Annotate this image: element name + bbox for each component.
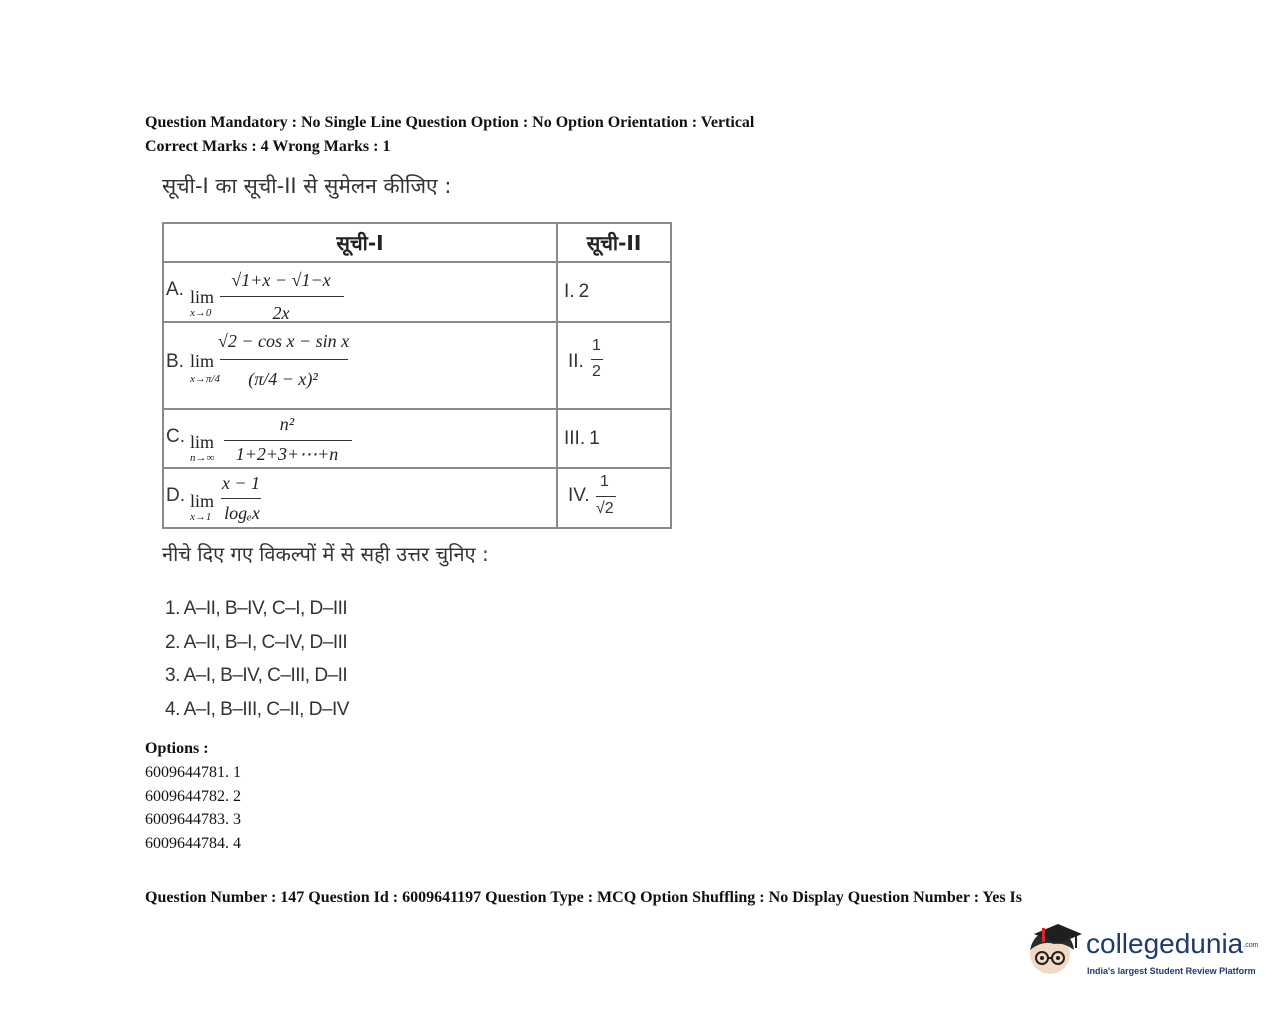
options-heading: Options :	[145, 740, 209, 757]
option-item: 6009644784. 4	[145, 835, 241, 852]
denominator: 1+2+3+⋯+n	[235, 444, 339, 464]
logo-wordmark	[1086, 928, 1258, 960]
lim-text: lim	[190, 287, 215, 307]
fraction-bar	[220, 359, 348, 360]
mascot-graduation-cap-icon	[1024, 920, 1084, 980]
choice-item: 3. A–I, B–IV, C–III, D–II	[165, 665, 348, 686]
question-meta-line2: Correct Marks : 4 Wrong Marks : 1	[145, 138, 391, 155]
denominator: 2x	[272, 303, 290, 323]
table-row	[163, 262, 671, 322]
question-instruction: सूची-I का सूची-II से सुमेलन कीजिए :	[162, 174, 452, 198]
numerator: √2 − cos x − sin x	[218, 331, 350, 351]
fraction-bar	[221, 498, 261, 499]
table-row	[163, 468, 671, 528]
col1-header: सूची-I	[163, 223, 557, 262]
choose-prompt: नीचे दिए गए विकल्पों में से सही उत्तर चुनिए :	[162, 542, 489, 566]
logo-suffix: .com	[1243, 942, 1259, 950]
row-label: C.	[166, 426, 185, 447]
numerator: n²	[279, 414, 295, 434]
fraction-bar	[596, 496, 616, 497]
question-footer: Question Number : 147 Question Id : 6009641197 Question Type : MCQ Option Shuffling : No Display Question Number : Yes Is	[145, 889, 1022, 906]
fraction-bar	[591, 359, 603, 360]
match-label: IV.	[568, 485, 590, 506]
table-row	[163, 409, 671, 468]
logo-name: collegedunia	[1086, 928, 1244, 959]
match-numerator: 1	[600, 473, 609, 490]
lim-subscript: x→0	[190, 307, 212, 319]
match-label: III.	[564, 427, 586, 449]
option-item: 6009644783. 3	[145, 811, 241, 828]
row-label: A.	[166, 279, 184, 300]
denominator: (π/4 − x)²	[248, 369, 318, 389]
logo-tagline: India's largest Student Review Platform	[1087, 966, 1256, 976]
option-item: 6009644781. 1	[145, 764, 241, 781]
fraction-bar	[220, 296, 344, 297]
fraction-bar	[224, 440, 352, 441]
match-value: 1	[589, 427, 600, 449]
row-label: B.	[166, 351, 184, 372]
match-denominator: 2	[592, 363, 601, 380]
choice-item: 4. A–I, B–III, C–II, D–IV	[165, 699, 349, 720]
question-meta-line1: Question Mandatory : No Single Line Question Option : No Option Orientation : Vertical	[145, 114, 755, 131]
lim-text: lim	[190, 351, 215, 371]
col2-header: सूची-II	[557, 223, 671, 262]
table-row	[163, 322, 671, 409]
match-table	[162, 222, 672, 529]
row-label: D.	[166, 485, 185, 506]
match-numerator: 1	[592, 337, 601, 354]
match-denominator: √2	[596, 500, 614, 517]
match-label: I.	[564, 281, 575, 302]
numerator: √1+x − √1−x	[231, 270, 331, 290]
match-value: 2	[578, 281, 590, 302]
option-item: 6009644782. 2	[145, 788, 241, 805]
denominator: logₑx	[224, 503, 260, 523]
lim-subscript: n→∞	[190, 452, 215, 464]
numerator: x − 1	[221, 473, 261, 493]
lim-text: lim	[190, 491, 215, 511]
choice-item: 2. A–II, B–I, C–IV, D–III	[165, 632, 348, 653]
choice-item: 1. A–II, B–IV, C–I, D–III	[165, 598, 348, 619]
lim-subscript: x→π/4	[190, 373, 220, 385]
lim-subscript: x→1	[190, 511, 212, 523]
lim-text: lim	[190, 432, 215, 452]
match-label: II.	[568, 351, 584, 372]
